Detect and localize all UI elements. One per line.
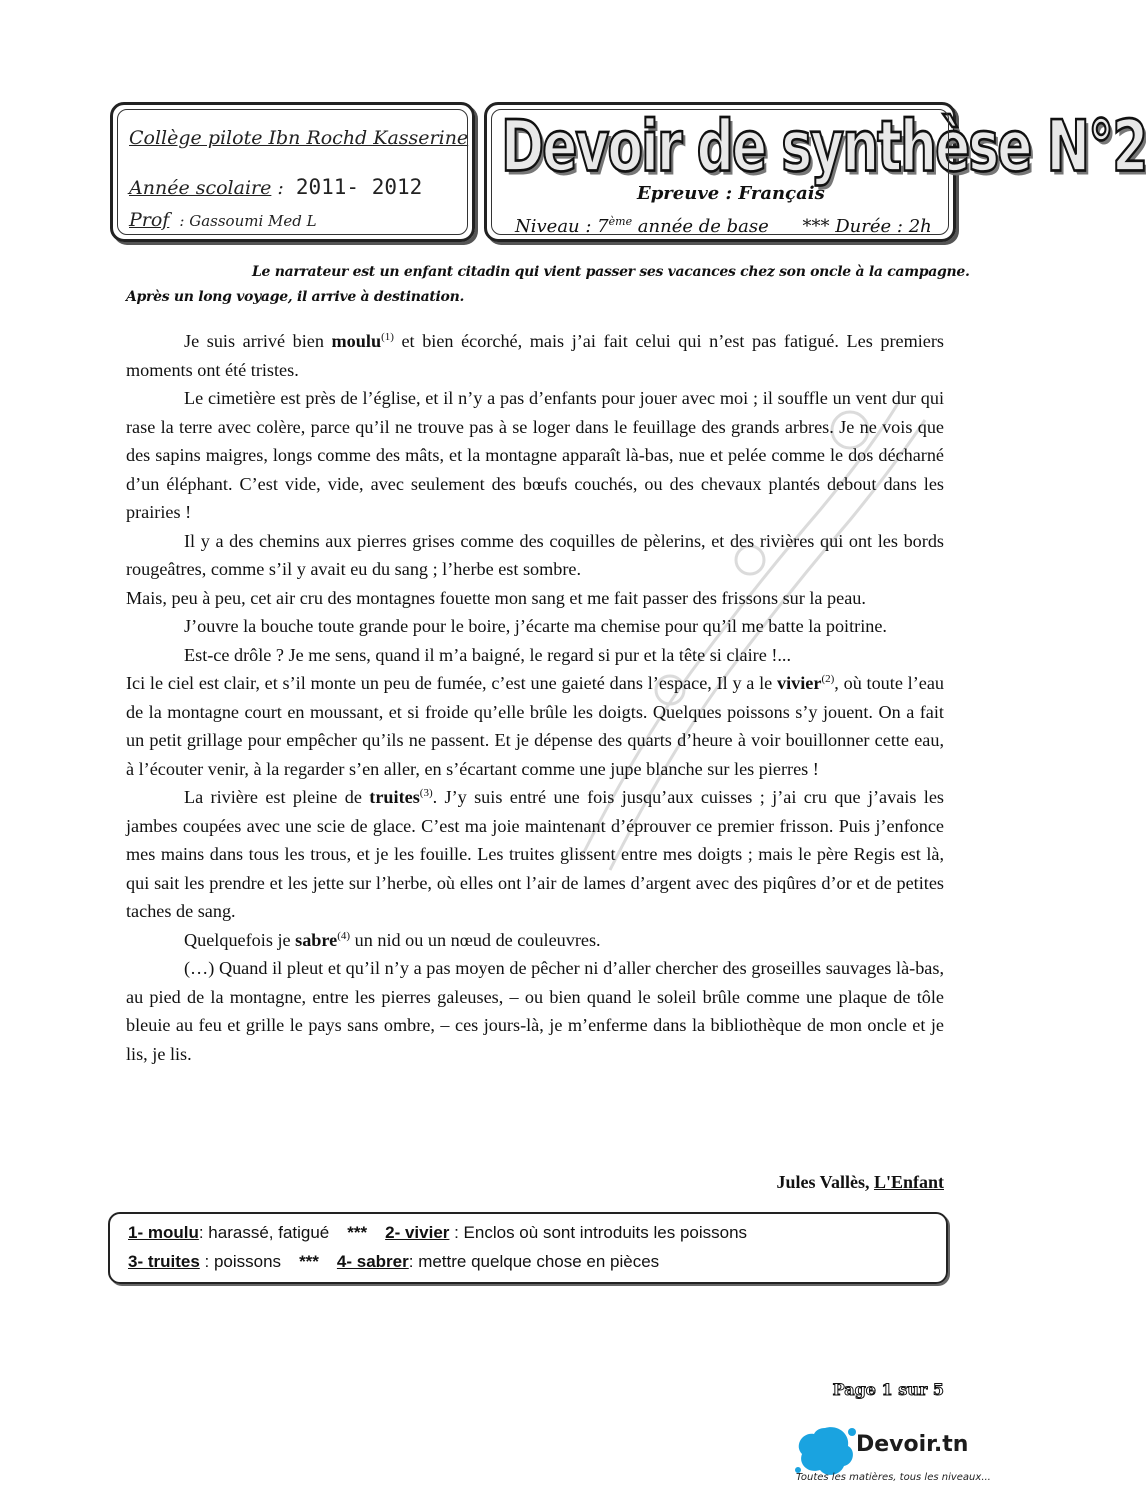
glossed-word: vivier [777,673,822,693]
school-year-label: Année scolaire [129,177,272,199]
glossary-term: 2- vivier [385,1223,450,1242]
glossary-term: 1- moulu [128,1223,199,1242]
paragraph: Est-ce drôle ? Je me sens, quand il m’a baigné, le regard si pur et la tête si claire !... [184,644,792,665]
school-year-value: 2011- 2012 [295,175,423,199]
level-sup: ème [608,215,633,228]
paragraph: Le cimetière est près de l’église, et il n’y a pas d’enfants pour jouer avec moi ; il souffle un vent dur qui rase la terre avec colère, parce qu’il ne trouve pas à se loger dans le feuillage des grands arbres. Je ne vois que des sapins maigres, longs comme des mâts, et la montagne apparaît là-bas, nue et pelée comme le dos décharné d’un éléphant. C’est vide, vide, avec seulement des bœufs couchés, ou des chevaux plantés debout dans les prairies ! [126,388,944,522]
exam-title-box [484,102,1146,242]
text: , où toute l’eau de la montagne court en moussant, et si froide qu’elle brûle les doigts. Quelques poissons s’y jouent. On a fait un petit grillage pour empêcher qu’ils ne passent. Et je dépense des quarts d’heure à voir bouillonner cette eau, à l’écouter venir, à la regarder s’en aller, en s’écartant comme une jupe blanche sur les pierres ! [126,673,945,779]
exam-title: Devoir de synthèse N°2 [501,107,1146,188]
exam-level-duration [515,215,932,237]
exam-subject: Epreuve : Français [637,183,825,204]
logo-brand: Devoir.tn [856,1432,969,1457]
footnote-ref: (3) [419,786,433,799]
splash-icon [790,1420,860,1480]
level-rest: année de base [632,216,769,237]
work-title: L'Enfant [873,1172,944,1192]
page-number: Page 1 sur 5 [832,1380,944,1399]
glossary-term: 3- truites [128,1252,200,1271]
text: un nid ou un nœud de couleuvres. [350,929,601,950]
intro-line-2: Après un long voyage, il arrive à destination. [126,289,465,305]
paragraph [126,926,944,955]
paragraph [126,327,944,384]
paragraph: (…) Quand il pleut et qu’il n’y a pas moyen de pêcher ni d’aller chercher des groseilles sauvages là-bas, au pied de la montagne, entre les pierres galeuses, – ou bien quand le soleil brûle comme une plaque de tôle bleuie au feu et grille le pays sans ombre, – ces jours-là, je m’enferme dans la bibliothèque de mon oncle et je lis, je lis. [126,958,944,1064]
glossary-row [128,1252,659,1272]
text: Je suis arrivé bien [184,331,332,351]
teacher-name: : Gassoumi Med L [179,212,317,230]
text: Ici le ciel est clair, et s’il monte un peu de fumée, c’est une gaieté dans l’espace, Il y a le [126,673,778,693]
footnote-ref: (4) [337,929,351,942]
level-label: Niveau : 7 [515,216,609,237]
glossary-definition: : mettre quelque chose en pièces [408,1252,660,1271]
devoir-tn-logo [790,1420,1050,1495]
teacher-label: Prof [129,209,170,231]
text: La rivière est pleine de [184,787,370,807]
reading-passage [126,327,944,1068]
glossary-box [108,1212,948,1284]
text: et bien écorché, mais j’ai fait celui qui n’est pas fatigué. Les premiers moments ont été tristes. [126,331,944,380]
teacher-row [129,209,317,231]
glossed-word: moulu [331,331,382,351]
text: . J’y suis entré une fois jusqu’aux cuisses ; j’ai cru que j’avais les jambes coupées avec une scie de glace. C’est ma joie maintenant d’éprouver ce premier frisson. Puis j’enfonce mes mains dans tous les trous, et je les fouille. Les truites glissent entre mes doigts ; mais le père Regis est là, qui sait les prendre et les jette sur l’herbe, où elles ont l’air de lames d’argent avec des piqûres d’or et de petites taches de sang. [126,787,944,921]
text: Quelquefois je [184,929,296,950]
glossed-word: truites [369,787,420,807]
school-name: Collège pilote Ibn Rochd Kasserine [129,127,469,149]
paragraph [126,783,944,926]
paragraph: J’ouvre la bouche toute grande pour le boire, j’écarte ma chemise pour qu’il me batte la poitrine. [184,616,887,636]
glossary-definition: : Enclos où sont introduits les poissons [449,1223,748,1242]
glossary-row [128,1223,747,1243]
school-year-row: Année scolaire : 2011- 2012 [129,175,423,199]
intro-line-1: Le narrateur est un enfant citadin qui vient passer ses vacances chez son oncle à la campagne. [252,264,970,280]
glossary-definition: : harassé, fatigué [198,1223,330,1242]
glossary-term: 4- sabrer [336,1252,409,1271]
footnote-ref: (1) [381,330,394,343]
separator: *** [299,1252,319,1271]
paragraph: Il y a des chemins aux pierres grises comme des coquilles de pèlerins, et des rivières qui ont les bords rougeâtres, comme s’il y avait eu du sang ; l’herbe est sombre. [126,530,944,579]
logo-tagline: Toutes les matières, tous les niveaux... [796,1472,991,1483]
separator: *** [347,1223,368,1242]
glossed-word: sabre [295,929,338,950]
paragraph [126,669,944,783]
exam-duration: *** Durée : 2h [802,216,932,237]
source-citation [776,1172,944,1193]
glossary-definition: : poissons [199,1252,282,1271]
paragraph: Mais, peu à peu, cet air cru des montagnes fouette mon sang et me fait passer des frissons sur la peau. [126,587,866,608]
footnote-ref: (2) [821,672,835,685]
author-name: Jules Vallès, [776,1172,874,1192]
school-info-box [110,102,475,242]
